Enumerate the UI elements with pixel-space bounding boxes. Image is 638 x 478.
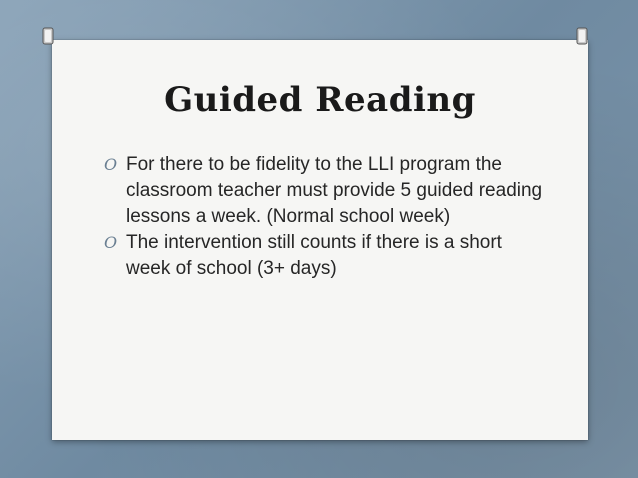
bullet-list <box>104 152 544 282</box>
bullet-marker-icon: O <box>104 155 118 174</box>
pushpin-icon <box>574 26 590 48</box>
bullet-text: For there to be fidelity to the LLI program the classroom teacher must provide 5 guided reading lessons a week. (Normal school week) <box>126 154 543 227</box>
slide-title: Guided Reading <box>164 80 476 120</box>
bullet-marker-icon: O <box>104 233 118 252</box>
bullet-item <box>104 230 544 282</box>
bullet-text: The intervention still counts if there is a short week of school (3+ days) <box>126 232 502 279</box>
pushpin-icon <box>40 26 56 48</box>
bullet-item <box>104 152 544 230</box>
